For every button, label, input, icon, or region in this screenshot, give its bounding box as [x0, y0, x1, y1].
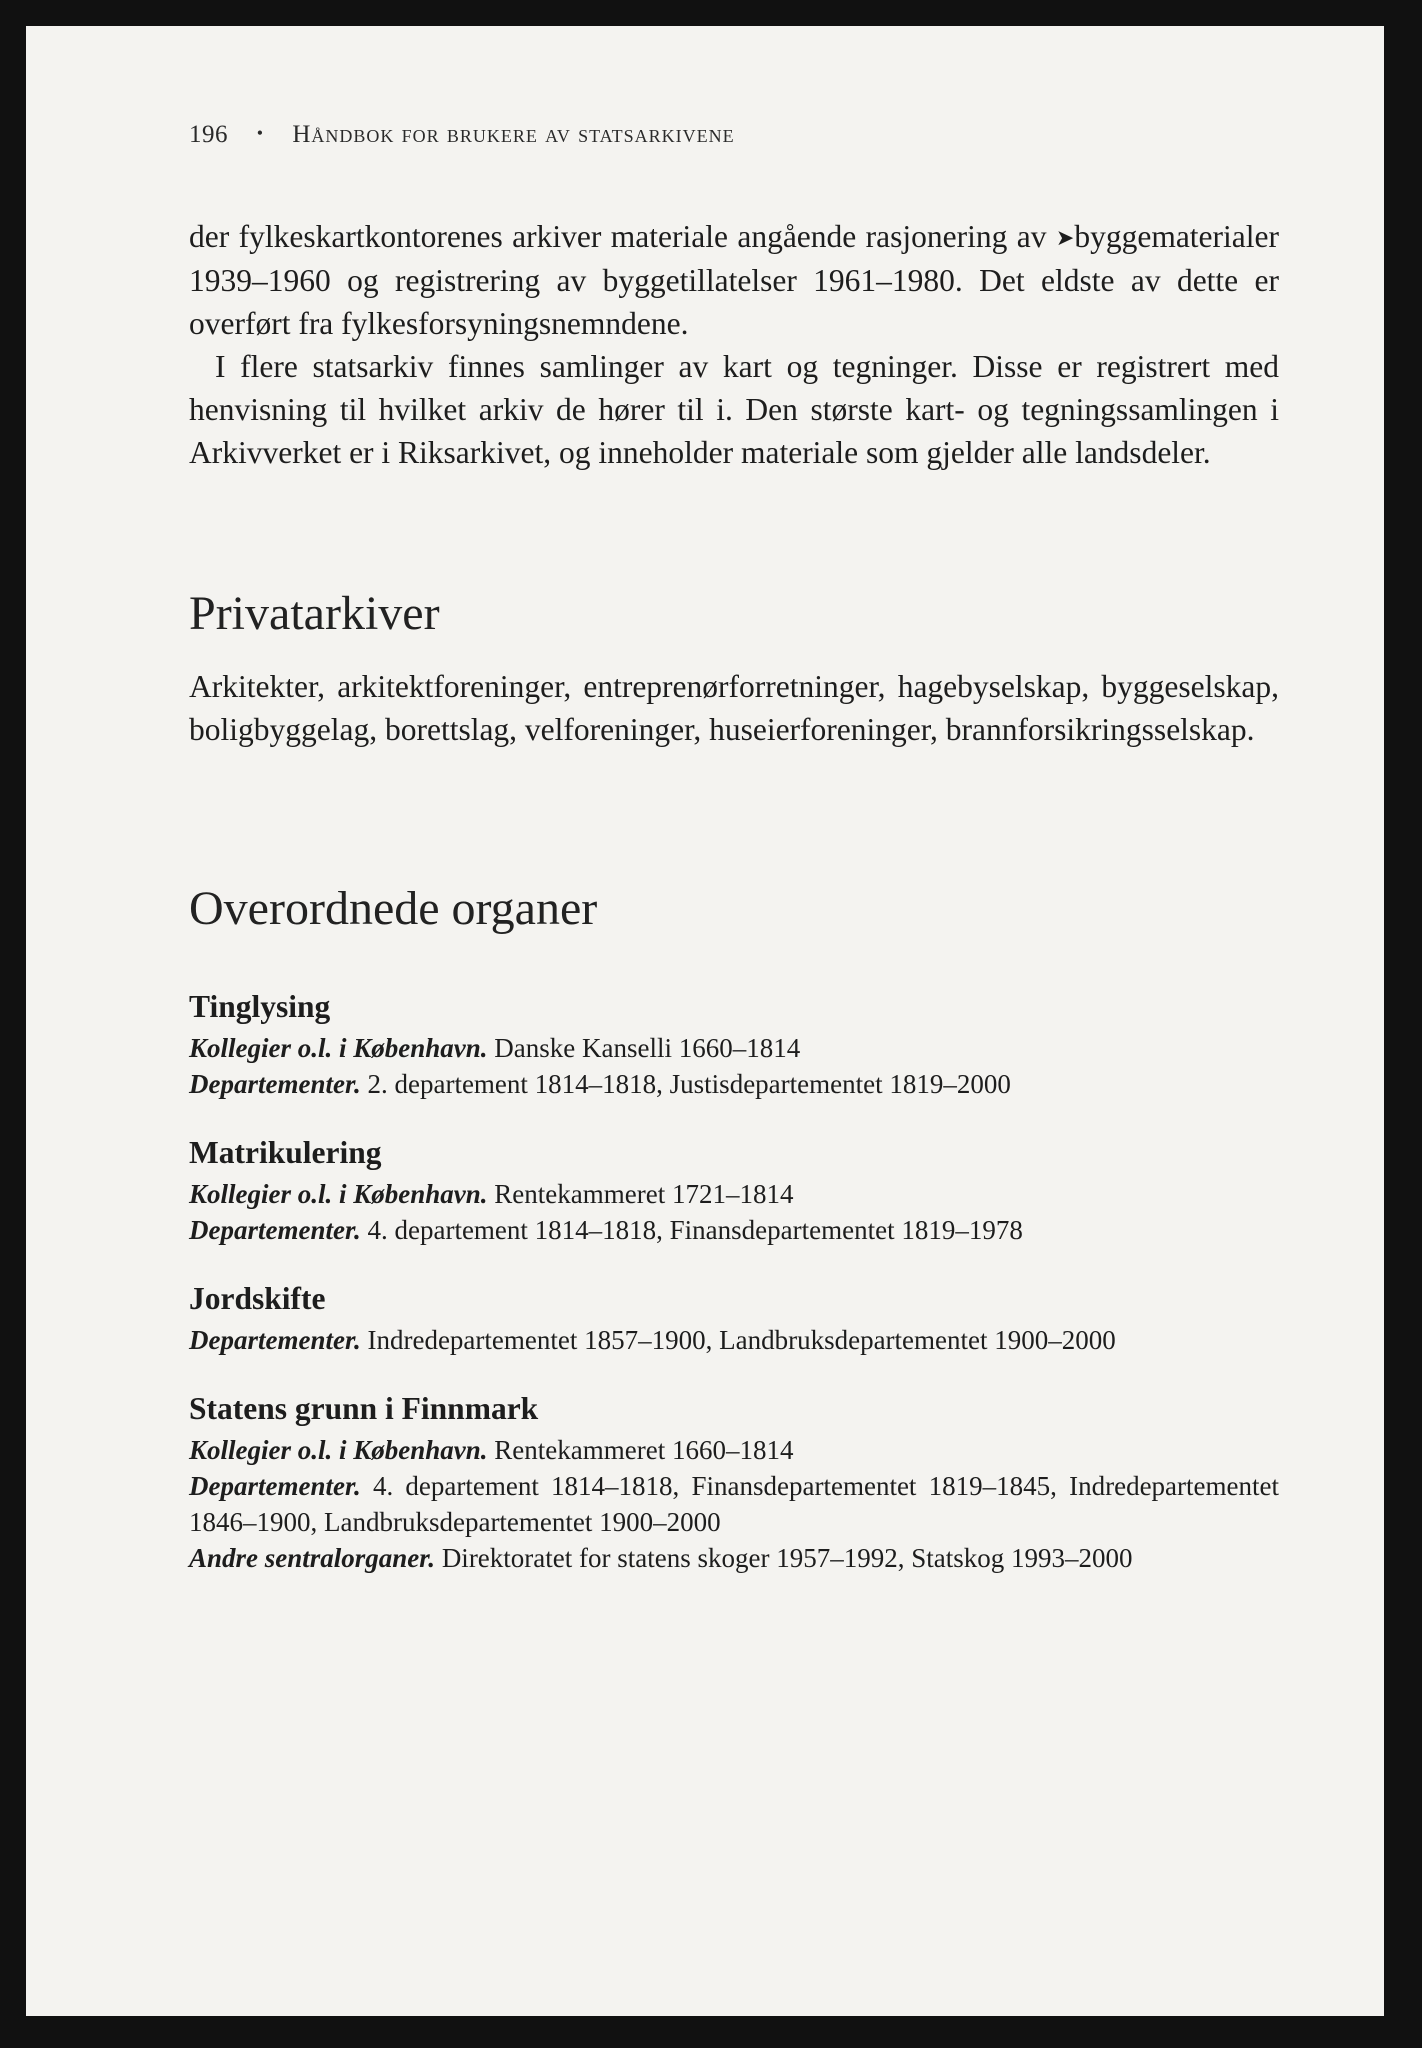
- page-number: 196: [189, 121, 228, 148]
- entry-line: [189, 1468, 1279, 1540]
- book-title: Håndbok for brukere av statsarkivene: [292, 121, 735, 148]
- entry-line: [189, 1176, 1279, 1212]
- subsection-title: Jordskifte: [189, 1280, 326, 1316]
- entry-line: [189, 1066, 1279, 1102]
- entry-line: [189, 1540, 1279, 1576]
- entry-text: Danske Kanselli 1660–1814: [487, 1032, 801, 1063]
- entry-line: [189, 1432, 1279, 1468]
- entry-label: Kollegier o.l. i København.: [189, 1434, 488, 1465]
- running-header: [189, 121, 1279, 149]
- subsection-matrikulering: [189, 1132, 1279, 1248]
- subsection-title: Tinglysing: [189, 988, 331, 1024]
- subsection-title: Statens grunn i Finnmark: [189, 1390, 539, 1426]
- entry-label: Andre sentralorganer.: [189, 1542, 436, 1573]
- cross-reference-arrow-icon: ➤: [1055, 225, 1075, 250]
- entry-line: [189, 1212, 1279, 1248]
- entry-text: Indredepartementet 1857–1900, Landbruksdepartementet 1900–2000: [360, 1324, 1116, 1355]
- subsection-statens-grunn-i-finnmark: [189, 1388, 1279, 1576]
- entry-line: [189, 1322, 1279, 1358]
- subsection-tinglysing: [189, 986, 1279, 1102]
- entry-text: 4. departement 1814–1818, Finansdepartementet 1819–1978: [360, 1214, 1023, 1245]
- header-separator: •: [256, 123, 264, 143]
- entry-label: Departementer.: [189, 1324, 361, 1355]
- entry-text: Direktoratet for statens skoger 1957–1992, Statskog 1993–2000: [435, 1542, 1133, 1573]
- page-content: [189, 121, 1279, 1606]
- intro-paragraph-2: I flere statsarkiv finnes samlinger av kart og tegninger. Disse er registrert med henvisning til hvilket arkiv de hører til i. Den største kart- og tegningssamlingen i Arkivverket er i Riksarkivet, og inneholder materiale som gjelder alle landsdeler.: [189, 349, 1279, 470]
- document-page: [26, 26, 1384, 2016]
- subsection-title: Matrikulering: [189, 1134, 382, 1170]
- intro-paragraph-1: [189, 215, 1279, 345]
- intro-text-start: der fylkeskartkontorenes arkiver materiale angående rasjonering av: [189, 219, 1056, 254]
- subsection-jordskifte: [189, 1278, 1279, 1358]
- section-heading-privatarkiver: Privatarkiver: [189, 587, 440, 640]
- entry-label: Departementer.: [189, 1214, 361, 1245]
- entry-label: Kollegier o.l. i København.: [189, 1178, 488, 1209]
- entry-text: Rentekammeret 1660–1814: [487, 1434, 794, 1465]
- entry-label: Kollegier o.l. i København.: [189, 1032, 488, 1063]
- entry-text: 4. departement 1814–1818, Finansdepartementet 1819–1845, Indredepartementet 1846–1900, Landbruksdepartementet 1900–2000: [189, 1470, 1279, 1537]
- entry-label: Departementer.: [189, 1470, 361, 1501]
- entry-text: 2. departement 1814–1818, Justisdepartementet 1819–2000: [360, 1068, 1011, 1099]
- entry-label: Departementer.: [189, 1068, 361, 1099]
- entry-line: [189, 1030, 1279, 1066]
- section-heading-overordnede-organer: Overordnede organer: [189, 881, 598, 935]
- intro-text-end: byggematerialer 1939–1960 og registrering av byggetillatelser 1961–1980. Det eldste av dette er overført fra fylkesforsyningsnemndene.: [189, 219, 1279, 341]
- privatarkiver-text: Arkitekter, arkitektforeninger, entreprenørforretninger, hagebyselskap, byggeselskap, boligbyggelag, borettslag, velforeninger, huseierforeninger, brannforsikringsselskap.: [189, 668, 1279, 747]
- entry-text: Rentekammeret 1721–1814: [487, 1178, 794, 1209]
